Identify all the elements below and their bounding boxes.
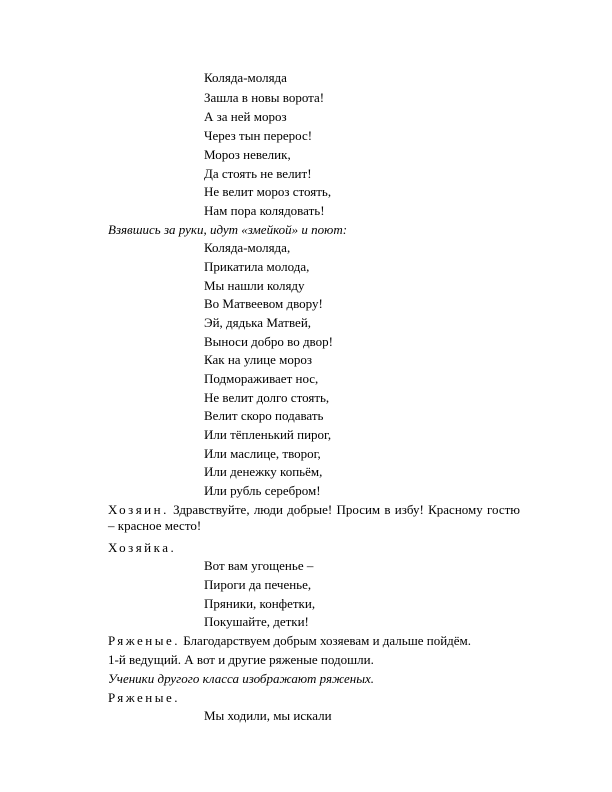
verse-line: Коляда-моляда	[204, 70, 287, 85]
verse-line: Зашла в новы ворота!	[204, 90, 325, 105]
verse-line: Или рубль серебром!	[204, 483, 321, 498]
verse-line: Велит скоро подавать	[204, 408, 324, 423]
dialogue-line	[108, 652, 374, 668]
verse-line: Мороз невелик,	[204, 147, 291, 162]
verse-line: Вот вам угощенье –	[204, 558, 314, 573]
dialogue-text: Здравствуйте, люди добрые! Просим в избу! Красному гостю – красное место!	[108, 502, 520, 533]
verse-line: Пряники, конфетки,	[204, 596, 316, 611]
speaker-name: Ряженые.	[108, 690, 181, 705]
speaker-name: Хозяйка.	[108, 540, 177, 555]
verse-line: Покушайте, детки!	[204, 614, 309, 629]
verse-line: Или маслице, творог,	[204, 446, 321, 461]
verse-line: А за ней мороз	[204, 109, 287, 124]
verse-line: Нам пора колядовать!	[204, 203, 325, 218]
verse-line: Через тын перерос!	[204, 128, 313, 143]
verse-line: Не велит долго стоять,	[204, 390, 330, 405]
speaker-name: Хозяин.	[108, 502, 169, 517]
verse-line: Как на улице мороз	[204, 352, 313, 367]
speaker-name: 1-й ведущий.	[108, 652, 181, 667]
verse-line: Да стоять не велит!	[204, 166, 312, 181]
verse-line: Мы нашли коляду	[204, 278, 305, 293]
verse-line: Подмораживает нос,	[204, 371, 319, 386]
host-paragraph	[108, 502, 520, 534]
stage-direction: Ученики другого класса изображают ряженых.	[108, 671, 375, 686]
verse-line: Прикатила молода,	[204, 259, 310, 274]
verse-line: Пироги да печенье,	[204, 577, 312, 592]
dialogue-text: А вот и другие ряженые подошли.	[184, 652, 374, 667]
verse-line: Выноси добро во двор!	[204, 334, 333, 349]
verse-line: Не велит мороз стоять,	[204, 184, 332, 199]
dialogue-text: Благодарствуем добрым хозяевам и дальше пойдём.	[183, 633, 472, 648]
stage-direction: Взявшись за руки, идут «змейкой» и поют:	[108, 222, 348, 237]
speaker-name: Ряженые.	[108, 633, 181, 648]
verse-line: Мы ходили, мы искали	[204, 708, 332, 723]
dialogue-line	[108, 633, 471, 649]
verse-line: Во Матвеевом двору!	[204, 296, 323, 311]
verse-line: Эй, дядька Матвей,	[204, 315, 312, 330]
verse-line: Коляда-моляда,	[204, 240, 291, 255]
verse-line: Или денежку копьём,	[204, 464, 323, 479]
verse-line: Или тёпленький пирог,	[204, 427, 332, 442]
